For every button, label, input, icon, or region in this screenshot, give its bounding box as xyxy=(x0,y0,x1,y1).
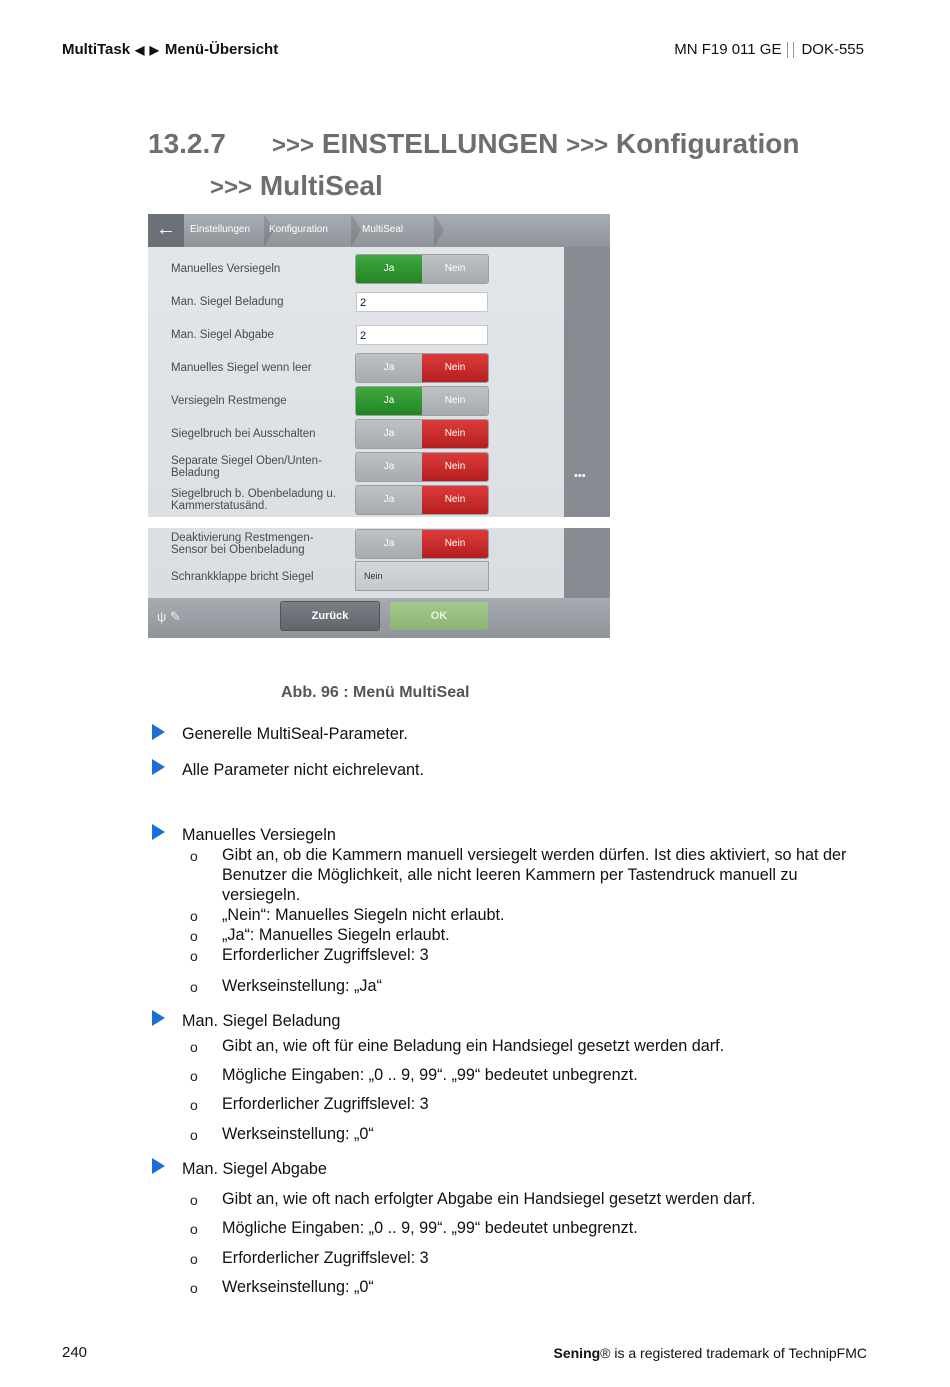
toggle-no[interactable]: Nein xyxy=(422,255,488,283)
toggle-siegel-wenn-leer[interactable] xyxy=(356,354,488,382)
circle-bullet-icon: o xyxy=(190,948,198,964)
siegel-beladung-input[interactable]: 2 xyxy=(356,292,488,312)
scroll-down-icon[interactable]: ••• xyxy=(574,470,586,482)
row-label: Schrankklappe bricht Siegel xyxy=(171,571,314,583)
intro-line: Generelle MultiSeal-Parameter. xyxy=(182,725,408,743)
circle-bullet-icon: o xyxy=(190,1127,198,1143)
bullet-triangle-icon xyxy=(152,824,165,840)
device-screenshot xyxy=(148,214,610,638)
item-title: Man. Siegel Beladung xyxy=(182,1012,341,1030)
toggle-yes[interactable]: Ja xyxy=(356,387,422,415)
breadcrumb xyxy=(148,214,610,247)
item-bullet: „Nein“: Manuelles Siegeln nicht erlaubt. xyxy=(222,906,505,924)
row-label-line: Beladung xyxy=(171,467,220,479)
circle-bullet-icon: o xyxy=(190,848,198,864)
back-button[interactable]: Zurück xyxy=(281,602,379,630)
section-number: 13.2.7 xyxy=(148,128,226,159)
header-chapter: Menü-Übersicht xyxy=(164,41,279,58)
title-part-einstellungen: EINSTELLUNGEN xyxy=(321,128,559,159)
row-label: Manuelles Versiegeln xyxy=(171,263,281,275)
toggle-versiegeln-restmenge[interactable] xyxy=(356,387,488,415)
toggle-no[interactable]: Nein xyxy=(422,420,488,448)
breadcrumb-konfiguration[interactable]: Konfiguration xyxy=(263,214,351,247)
item-bullet: Werkseinstellung: „Ja“ xyxy=(222,977,382,995)
toggle-yes[interactable]: Ja xyxy=(356,453,422,481)
toggle-no[interactable]: Nein xyxy=(422,453,488,481)
doc-id: MN F19 011 GE xyxy=(674,41,782,58)
back-arrow-icon[interactable]: ← xyxy=(148,214,184,247)
toggle-no[interactable]: Nein xyxy=(422,530,488,558)
toggle-manuelles-versiegeln[interactable] xyxy=(356,255,488,283)
circle-bullet-icon: o xyxy=(190,1280,198,1296)
row-label-line: Sensor bei Obenbeladung xyxy=(171,544,305,556)
title-part-multiseal: MultiSeal xyxy=(259,170,383,201)
row-label-line: Deaktivierung Restmengen- xyxy=(171,532,314,544)
row-label: Siegelbruch bei Ausschalten xyxy=(171,428,316,440)
schrankklappe-select[interactable]: Nein xyxy=(356,562,488,590)
bullet-triangle-icon xyxy=(152,1158,165,1174)
doc-ref: DOK-555 xyxy=(801,41,864,58)
title-part-konfiguration: Konfiguration xyxy=(615,128,800,159)
row-label xyxy=(171,488,336,512)
toggle-deaktivierung-restmengen[interactable] xyxy=(356,530,488,558)
item-bullet: Mögliche Eingaben: „0 .. 9, 99“. „99“ bedeutet unbegrenzt. xyxy=(222,1219,638,1237)
toggle-yes[interactable]: Ja xyxy=(356,255,422,283)
item-bullet: Erforderlicher Zugriffslevel: 3 xyxy=(222,946,429,964)
row-label-line: Kammerstatusänd. xyxy=(171,500,268,512)
circle-bullet-icon: o xyxy=(190,1221,198,1237)
row-label: Manuelles Siegel wenn leer xyxy=(171,362,312,374)
title-arrow: >>> xyxy=(210,174,253,201)
intro-line: Alle Parameter nicht eichrelevant. xyxy=(182,761,425,779)
row-label-line: Separate Siegel Oben/Unten- xyxy=(171,455,322,467)
row-label xyxy=(171,532,314,556)
divider xyxy=(148,517,610,528)
siegel-abgabe-input[interactable]: 2 xyxy=(356,325,488,345)
toggle-yes[interactable]: Ja xyxy=(356,530,422,558)
figure-caption: Abb. 96 : Menü MultiSeal xyxy=(281,684,470,701)
bullet-triangle-icon xyxy=(152,724,165,740)
item-bullet: Werkseinstellung: „0“ xyxy=(222,1125,374,1143)
header-app: MultiTask xyxy=(62,41,131,58)
bullet-triangle-icon xyxy=(152,759,165,775)
item-bullet: Erforderlicher Zugriffslevel: 3 xyxy=(222,1249,429,1267)
circle-bullet-icon: o xyxy=(190,928,198,944)
usb-wrench-icon: ψ ✎ xyxy=(157,609,181,624)
trademark-text: ® is a registered trademark of TechnipFMC xyxy=(600,1345,867,1361)
header-right xyxy=(674,41,864,58)
bullet-triangle-icon xyxy=(152,1010,165,1026)
item-bullet: Mögliche Eingaben: „0 .. 9, 99“. „99“ bedeutet unbegrenzt. xyxy=(222,1066,638,1084)
item-bullet: Gibt an, wie oft nach erfolgter Abgabe ein Handsiegel gesetzt werden darf. xyxy=(222,1190,756,1208)
item-bullet: Gibt an, wie oft für eine Beladung ein Handsiegel gesetzt werden darf. xyxy=(222,1037,725,1055)
toggle-no[interactable]: Nein xyxy=(422,387,488,415)
toggle-yes[interactable]: Ja xyxy=(356,420,422,448)
toggle-no[interactable]: Nein xyxy=(422,486,488,514)
scrollbar[interactable] xyxy=(564,247,610,517)
row-label: Man. Siegel Beladung xyxy=(171,296,284,308)
breadcrumb-einstellungen[interactable]: Einstellungen xyxy=(184,214,264,247)
toggle-siegelbruch-ausschalten[interactable] xyxy=(356,420,488,448)
page-number: 240 xyxy=(62,1344,88,1361)
title-arrow: >>> xyxy=(272,132,315,159)
toggle-no[interactable]: Nein xyxy=(422,354,488,382)
circle-bullet-icon: o xyxy=(190,1192,198,1208)
item-title: Manuelles Versiegeln xyxy=(182,826,336,844)
toggle-siegelbruch-obenbeladung[interactable] xyxy=(356,486,488,514)
toggle-yes[interactable]: Ja xyxy=(356,486,422,514)
brand-name: Sening xyxy=(553,1345,601,1361)
row-label: Versiegeln Restmenge xyxy=(171,395,287,407)
title-arrow: >>> xyxy=(566,132,609,159)
scrollbar-lower[interactable] xyxy=(564,528,610,598)
row-label xyxy=(171,455,322,479)
item-bullet: Gibt an, ob die Kammern manuell versiegelt werden dürfen. Ist dies aktiviert, so hat der Benutzer die Möglichkeit, alle nicht leeren Kammern per Tastendruck manuell zu versiegeln. xyxy=(222,846,847,904)
breadcrumb-multiseal[interactable]: MultiSeal xyxy=(356,214,434,247)
item-bullet: „Ja“: Manuelles Siegeln erlaubt. xyxy=(222,926,450,944)
section-title xyxy=(148,124,799,208)
toggle-yes[interactable]: Ja xyxy=(356,354,422,382)
item-bullet: Erforderlicher Zugriffslevel: 3 xyxy=(222,1095,429,1113)
row-label-line: Siegelbruch b. Obenbeladung u. xyxy=(171,488,336,500)
circle-bullet-icon: o xyxy=(190,1068,198,1084)
divider-icon xyxy=(787,42,794,58)
circle-bullet-icon: o xyxy=(190,1251,198,1267)
toggle-separate-siegel[interactable] xyxy=(356,453,488,481)
circle-bullet-icon: o xyxy=(190,1039,198,1055)
circle-bullet-icon: o xyxy=(190,1097,198,1113)
trademark-note xyxy=(554,1345,868,1361)
nav-arrows-icon: ◀ ▶ xyxy=(135,42,160,57)
bottom-bar xyxy=(148,598,610,638)
row-label: Man. Siegel Abgabe xyxy=(171,329,274,341)
header-left xyxy=(62,41,278,58)
circle-bullet-icon: o xyxy=(190,979,198,995)
ok-button[interactable]: OK xyxy=(390,602,488,630)
circle-bullet-icon: o xyxy=(190,908,198,924)
item-title: Man. Siegel Abgabe xyxy=(182,1160,327,1178)
item-bullet: Werkseinstellung: „0“ xyxy=(222,1278,374,1296)
